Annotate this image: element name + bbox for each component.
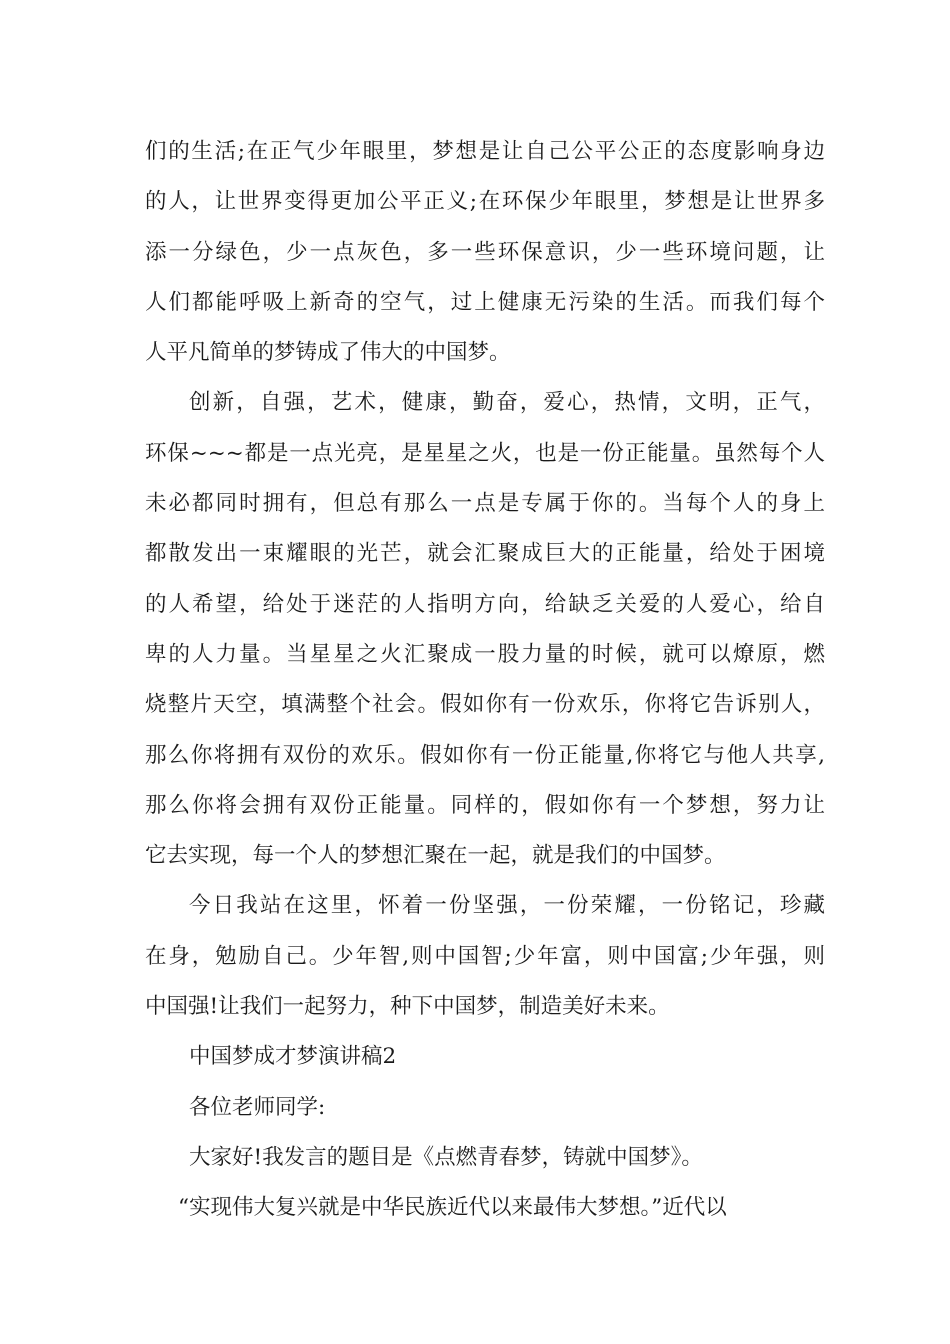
text-line: 烧整片天空，填满整个社会。假如你有一份欢乐，你将它告诉别人， xyxy=(145,692,825,718)
text-line: 环保~~~都是一点光亮，是星星之火，也是一份正能量。虽然每个人 xyxy=(145,440,825,466)
text-line: 创新，自强，艺术，健康，勤奋，爱心，热情，文明，正气， xyxy=(189,390,825,416)
text-line: 的人，让世界变得更加公平正义;在环保少年眼里，梦想是让世界多 xyxy=(145,189,825,215)
text-line: 在身，勉励自己。少年智,则中国智;少年富，则中国富;少年强，则 xyxy=(145,943,825,969)
salutation: 各位老师同学: xyxy=(189,1094,326,1120)
text-line: 人们都能呼吸上新奇的空气，过上健康无污染的生活。而我们每个 xyxy=(145,289,825,315)
section-heading: 中国梦成才梦演讲稿2 xyxy=(189,1044,397,1070)
text-line: 的人希望，给处于迷茫的人指明方向，给缺乏关爱的人爱心，给自 xyxy=(145,591,825,617)
document-body xyxy=(145,127,825,1234)
text-line: “实现伟大复兴就是中华民族近代以来最伟大梦想。”近代以 xyxy=(178,1195,727,1221)
text-line: 大家好!我发言的题目是《点燃青春梦，铸就中国梦》。 xyxy=(189,1144,703,1170)
text-line: 添一分绿色，少一点灰色，多一些环保意识，少一些环境问题，让 xyxy=(145,239,825,265)
text-line: 都散发出一束耀眼的光芒，就会汇聚成巨大的正能量，给处于困境 xyxy=(145,541,825,567)
text-line: 它去实现，每一个人的梦想汇聚在一起，就是我们的中国梦。 xyxy=(145,843,726,869)
text-line: 们的生活;在正气少年眼里，梦想是让自己公平公正的态度影响身边 xyxy=(145,139,825,164)
text-line: 那么你将拥有双份的欢乐。假如你有一份正能量,你将它与他人共享, xyxy=(145,742,825,768)
text-line: 卑的人力量。当星星之火汇聚成一股力量的时候，就可以燎原，燃 xyxy=(145,641,825,667)
text-line: 今日我站在这里，怀着一份坚强，一份荣耀，一份铭记，珍藏 xyxy=(189,893,825,919)
text-line: 那么你将会拥有双份正能量。同样的，假如你有一个梦想，努力让 xyxy=(145,792,825,818)
text-line: 中国强!让我们一起努力，种下中国梦，制造美好未来。 xyxy=(145,994,670,1020)
text-line: 人平凡简单的梦铸成了伟大的中国梦。 xyxy=(145,340,511,366)
text-line: 未必都同时拥有，但总有那么一点是专属于你的。当每个人的身上 xyxy=(145,491,825,517)
